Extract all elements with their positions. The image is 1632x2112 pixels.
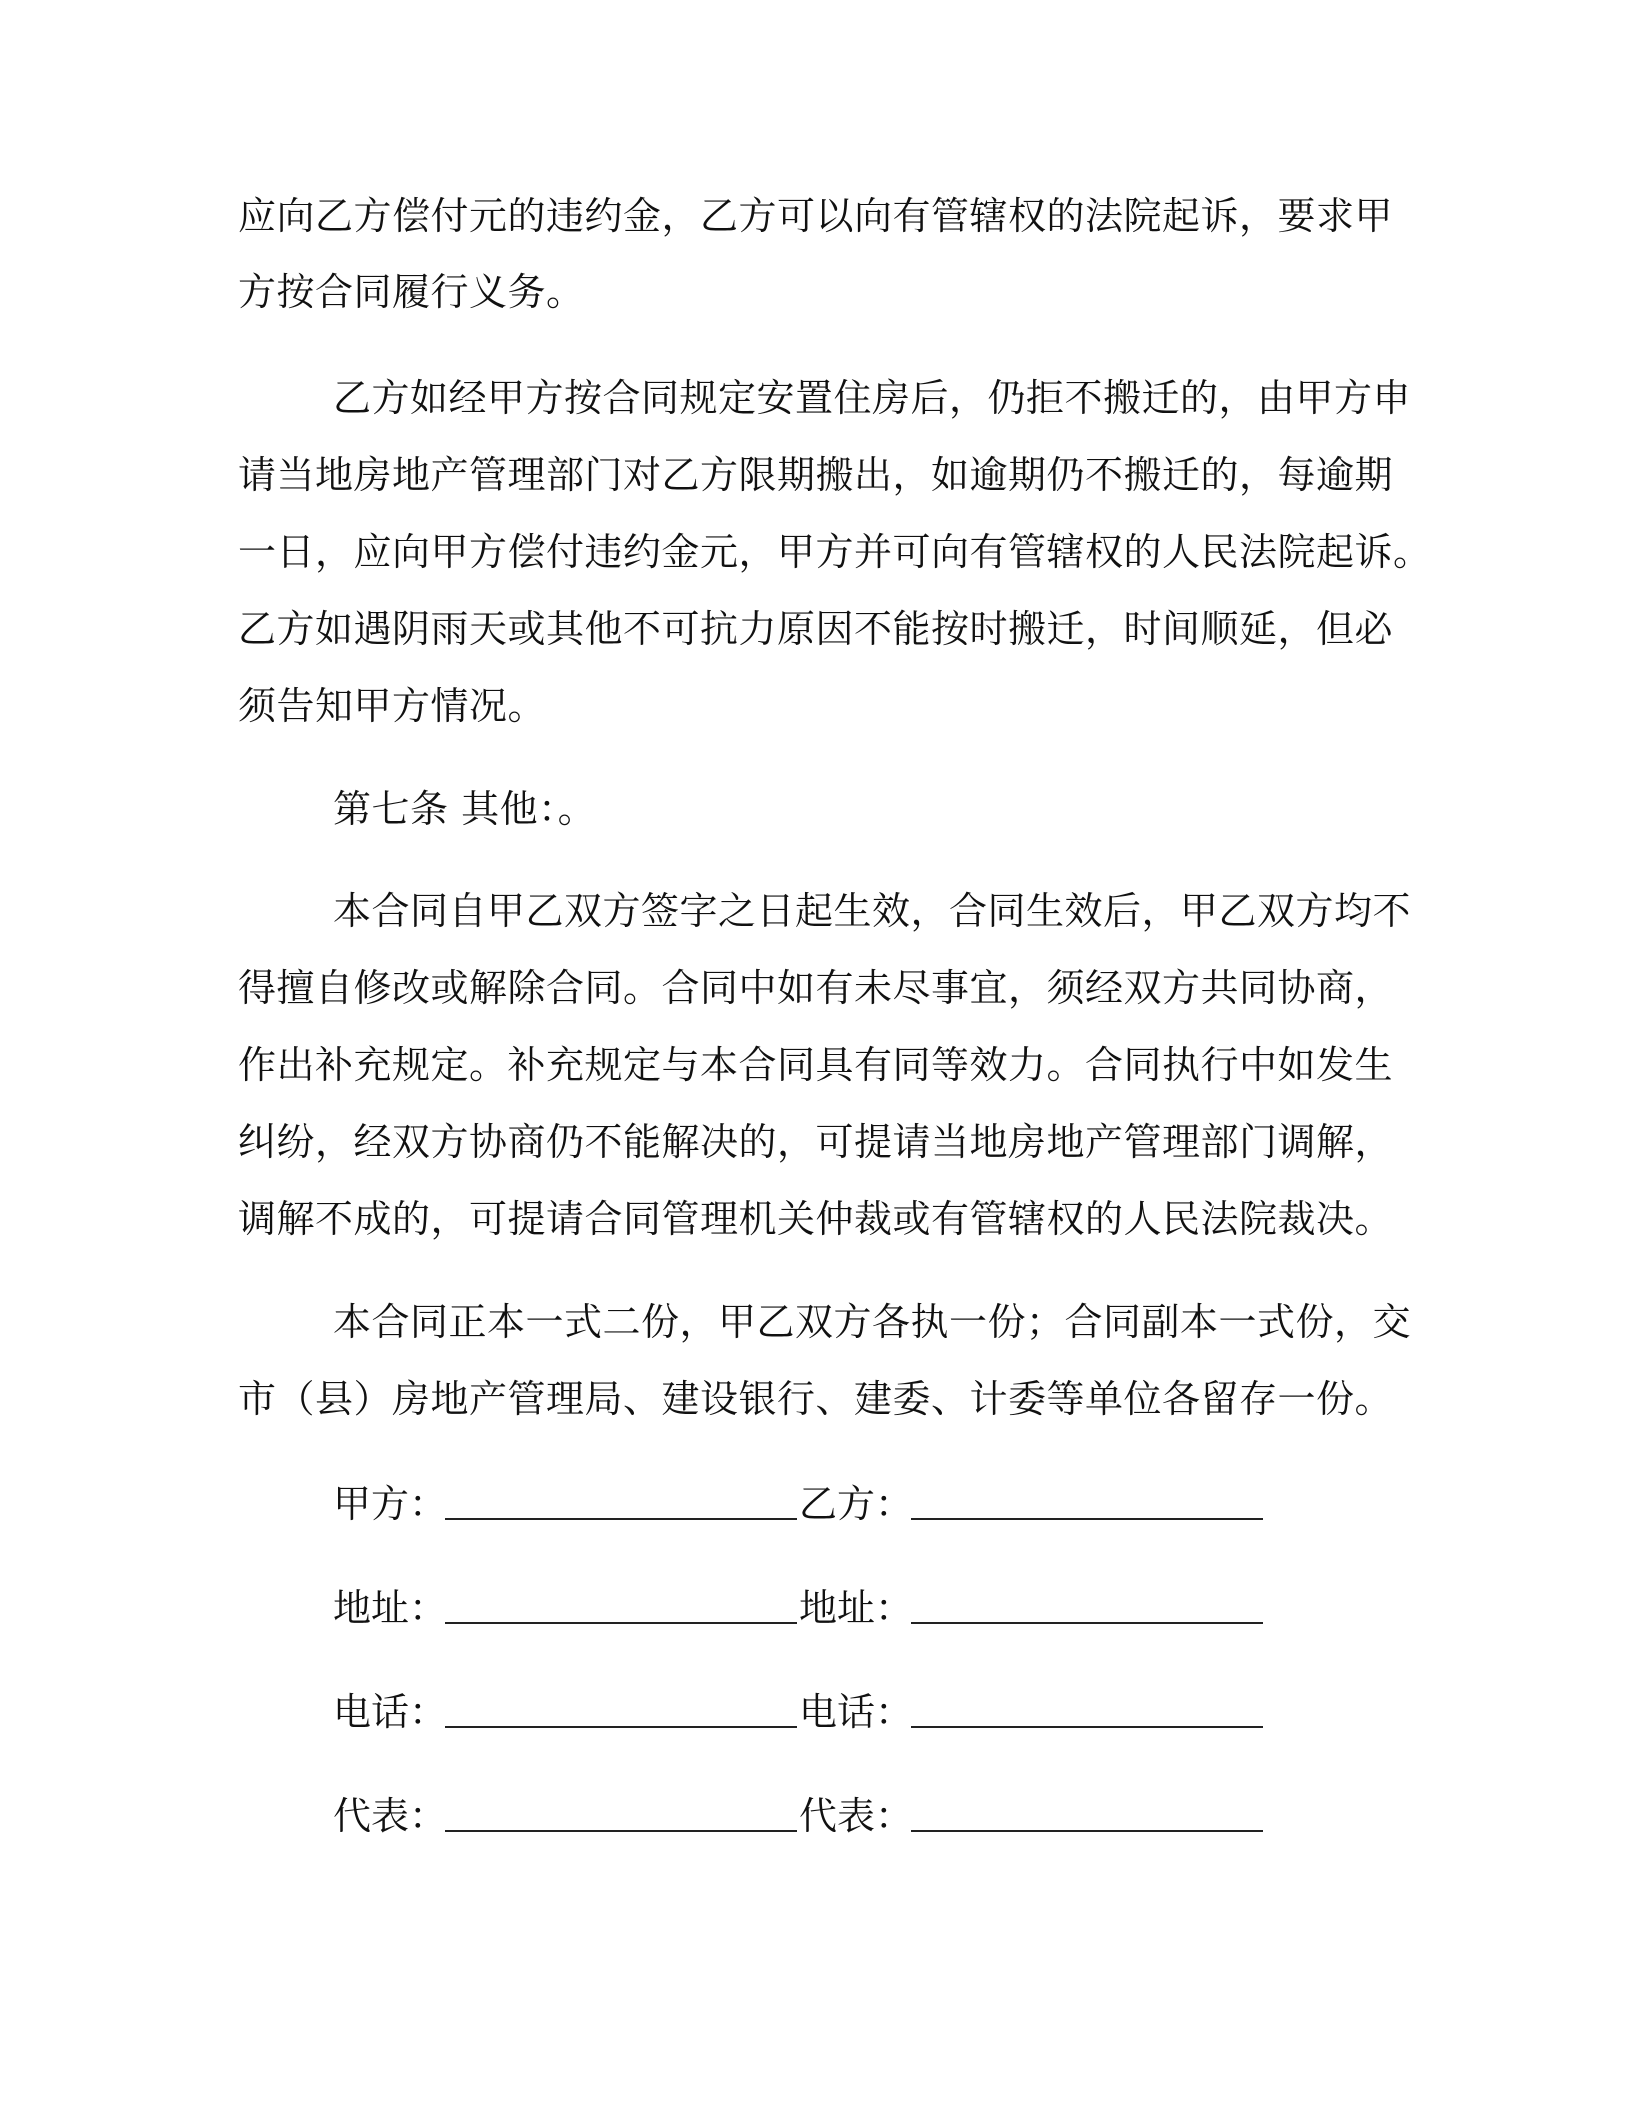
- paragraph-line: 方按合同履行义务。: [238, 270, 585, 314]
- paragraph-line: 本合同自甲乙双方签字之日起生效，合同生效后，甲乙双方均不: [333, 889, 1412, 933]
- party-b-address-label: 地址：: [799, 1586, 914, 1630]
- paragraph-line: 一日，应向甲方偿付违约金元，甲方并可向有管辖权的人民法院起诉。: [238, 530, 1432, 574]
- paragraph-line: 本合同正本一式二份，甲乙双方各执一份；合同副本一式份，交: [333, 1300, 1412, 1344]
- party-a-address-label: 地址：: [333, 1586, 448, 1630]
- party-b-blank: [911, 1478, 1263, 1530]
- paragraph-line: 乙方如遇阴雨天或其他不可抗力原因不能按时搬迁，时间顺延，但必: [238, 607, 1394, 651]
- party-b-address-blank: [911, 1582, 1263, 1634]
- article-heading: 第七条 其他：。: [333, 787, 597, 831]
- paragraph-line: 请当地房地产管理部门对乙方限期搬出，如逾期仍不搬迁的，每逾期: [238, 453, 1394, 497]
- party-a-blank: [445, 1478, 797, 1530]
- party-a-representative-label: 代表：: [333, 1794, 448, 1838]
- paragraph-line: 市（县）房地产管理局、建设银行、建委、计委等单位各留存一份。: [238, 1377, 1394, 1421]
- signature-row-representative: [333, 1790, 1263, 1842]
- paragraph-line: 须告知甲方情况。: [238, 684, 547, 728]
- signature-row-phone: [333, 1686, 1263, 1738]
- party-b-phone-label: 电话：: [799, 1690, 914, 1734]
- party-b-representative-blank: [911, 1790, 1263, 1842]
- paragraph-line: 作出补充规定。补充规定与本合同具有同等效力。合同执行中如发生: [238, 1043, 1394, 1087]
- party-a-representative-blank: [445, 1790, 797, 1842]
- paragraph-line: 得擅自修改或解除合同。合同中如有未尽事宜，须经双方共同协商，: [238, 966, 1394, 1010]
- party-b-representative-label: 代表：: [799, 1794, 914, 1838]
- signature-row-address: [333, 1582, 1263, 1634]
- paragraph-line: 纠纷，经双方协商仍不能解决的，可提请当地房地产管理部门调解，: [238, 1120, 1394, 1164]
- signature-row-party: [333, 1478, 1263, 1530]
- party-a-phone-blank: [445, 1686, 797, 1738]
- party-a-label: 甲方：: [333, 1482, 448, 1526]
- paragraph-line: 应向乙方偿付元的违约金，乙方可以向有管辖权的法院起诉，要求甲: [238, 194, 1394, 238]
- paragraph-line: 调解不成的，可提请合同管理机关仲裁或有管辖权的人民法院裁决。: [238, 1197, 1394, 1241]
- paragraph-line: 乙方如经甲方按合同规定安置住房后，仍拒不搬迁的，由甲方申: [333, 376, 1412, 420]
- party-b-phone-blank: [911, 1686, 1263, 1738]
- party-a-address-blank: [445, 1582, 797, 1634]
- party-b-label: 乙方：: [799, 1482, 914, 1526]
- party-a-phone-label: 电话：: [333, 1690, 448, 1734]
